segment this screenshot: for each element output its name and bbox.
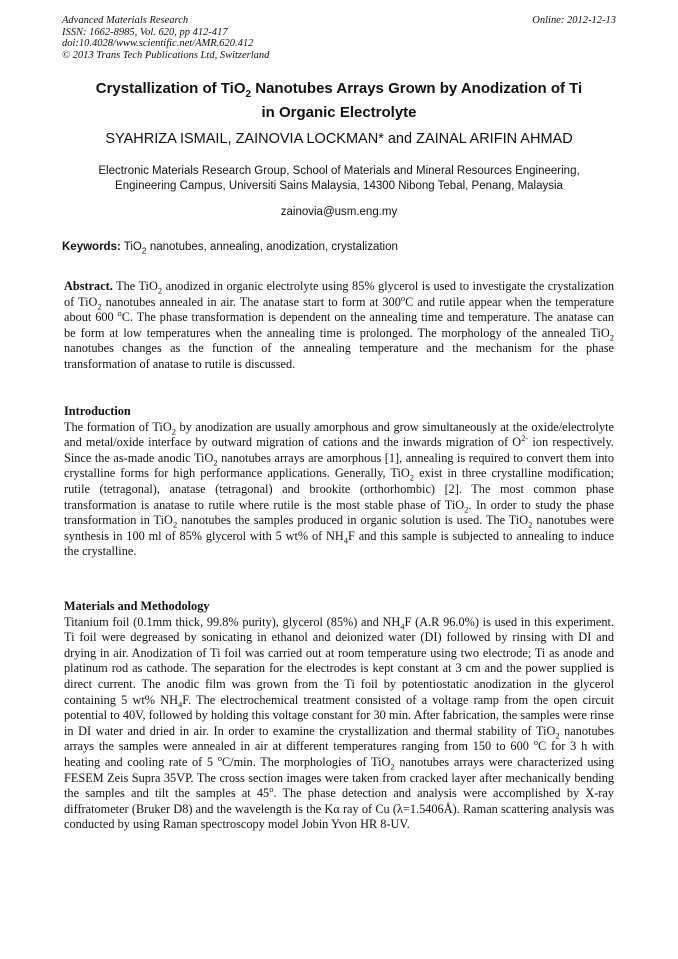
issn: ISSN: 1662-8985, Vol. 620, pp 412-417 xyxy=(62,26,228,38)
keywords-subscript: 2 xyxy=(141,245,147,256)
abstract-text: nanotubes changes as the function of the annealing temperature and the mechanism for the phase transformation of anatase to rutile is discussed. xyxy=(64,341,614,371)
online-date: Online: 2012-12-13 xyxy=(532,15,616,26)
methods-text: nanotubes arrays the samples were annealed in air at different temperatures ranging from 150 to 600 xyxy=(64,723,614,754)
methods-text: nanotubes arrays were characterized using FESEM Zeis Supra 35VP. The cross section images were taken from cracked layer after mechanically bending the samples and tilt the samples at 45 xyxy=(64,754,614,801)
introduction-heading: Introduction xyxy=(64,404,131,418)
abstract-sub: 2 xyxy=(97,301,102,312)
methods-sub: 4 xyxy=(177,699,183,710)
intro-text: nanotubes were synthesis in 100 ml of 85% glycerol with 5 wt% of NH xyxy=(64,513,614,543)
affiliation xyxy=(62,164,616,194)
intro-text: by anodization are usually amorphous and grow simultaneously at the oxide/electrolyte and metal/oxide interface by outward migration of cations and the inwards migration of O xyxy=(64,419,614,450)
intro-sub: 4 xyxy=(343,535,349,546)
abstract-text: The TiO xyxy=(112,279,158,293)
methods-text: F (A.R 96.0%) is used in this experiment. Ti foil were degreased by sonicating in ethanol and deionized water (DI) followed by rinsing with DI and drying in air. Anodization of Ti foil was carried out at room temperature using two electrode; Ti as anode and platinum rod as cathode. The separation for the electrodes is kept constant at 3 cm and the power supplied is direct current. The anodic film was grown from the Ti foil by potentiostatic anodization in the glycerol containing 5 wt% NH xyxy=(64,614,614,707)
intro-text: . In order to study the phase transformation in TiO xyxy=(64,497,614,528)
affiliation-line2: Engineering Campus, Universiti Sains Malaysia, 14300 Nibong Tebal, Penang, Malaysia xyxy=(115,180,563,192)
intro-sub: 2 xyxy=(409,472,415,483)
methods-text: . The phase detection and analysis were accomplished by X-ray diffratometer (Bruker D8) and the wavelength is the Kα ray of Cu (λ=1.5406Å). Raman scattering analysis was conducted by using Raman spectroscopy model Jobin Yvon HR 8-UV. xyxy=(64,786,614,832)
intro-text: nanotubes the samples produced in organic solution is used. The TiO xyxy=(177,513,529,528)
methods-sup: o xyxy=(269,784,274,795)
methods-text: Titanium foil (0.1mm thick, 99.8% purity), glycerol (85%) and NH xyxy=(64,614,401,629)
abstract xyxy=(64,279,614,373)
author-email[interactable]: zainovia@usm.eng.my xyxy=(280,206,398,218)
keywords-text: TiO xyxy=(120,241,142,253)
keywords-text-cont: nanotubes, annealing, anodization, crystalization xyxy=(146,241,398,253)
intro-sub: 2 xyxy=(172,519,178,530)
abstract-text: anodized in organic electrolyte using 85% glycerol is used to investigate the crystalization of TiO xyxy=(64,279,614,309)
methods-heading: Materials and Methodology xyxy=(64,599,210,613)
intro-text: The formation of TiO xyxy=(64,419,172,434)
abstract-text: nanotubes annealed in air. The anatase start to form at 300 xyxy=(101,294,401,309)
intro-text: nanotubes arrays are amorphous [1], annealing is required to convert them into crystalline forms for high performance applications. Generally, TiO xyxy=(64,450,614,481)
methods-text: C for 3 h with heating and cooling rate of 5 xyxy=(64,739,615,769)
running-header xyxy=(62,15,616,61)
introduction-section xyxy=(64,404,614,560)
intro-text: exist in three crystalline modification; rutile (tetragonal), anatase (tetragonal) and brookite (orthorhombic) [2]. The most common phase transformation is anatase to rutile where rutile is the most stable phase of TiO xyxy=(64,466,614,512)
methods-sup: o xyxy=(533,737,538,748)
paper-title xyxy=(62,80,616,122)
title-line2: in Organic Electrolyte xyxy=(261,104,417,121)
abstract-sub: 2 xyxy=(609,332,614,343)
intro-text: ion respectively. Since the as-made anodic TiO xyxy=(64,435,615,465)
abstract-text: C. The phase transformation is dependent on the annealing time and temperature. The anatase can be form at low temperatures when the annealing time is prolonged. The morphology of the annealed TiO xyxy=(64,310,614,340)
abstract-text: C and rutile appear when the temperature about 600 xyxy=(64,294,614,325)
title-text-cont: Nanotubes Arrays Grown by Anodization of Ti xyxy=(251,80,583,97)
intro-text: F and this sample is subjected to annealing to induce the crystalline. xyxy=(64,528,614,559)
abstract-sub: 2 xyxy=(157,285,163,296)
affiliation-line1: Electronic Materials Research Group, School of Materials and Mineral Resources Engineering, xyxy=(98,165,580,177)
intro-sub: 2 xyxy=(528,519,533,530)
keywords xyxy=(62,241,616,255)
methods-sub: 4 xyxy=(400,621,405,632)
copyright: © 2013 Trans Tech Publications Ltd, Switzerland xyxy=(62,49,270,61)
authors: SYAHRIZA ISMAIL, ZAINOVIA LOCKMAN* and ZAINAL ARIFIN AHMAD xyxy=(105,131,573,147)
intro-sub: 2 xyxy=(464,504,469,515)
abstract-label: Abstract. xyxy=(64,279,113,293)
intro-sub: 2 xyxy=(213,457,218,468)
title-text: Crystallization of TiO xyxy=(95,80,246,97)
doi: doi:10.4028/www.scientific.net/AMR.620.412 xyxy=(62,38,254,49)
abstract-sup: o xyxy=(400,292,406,303)
abstract-sup: o xyxy=(117,308,122,319)
methods-sub: 2 xyxy=(390,761,395,772)
methods-text: C/min. The morphologies of TiO xyxy=(221,754,391,769)
methods-section xyxy=(64,599,614,833)
title-subscript: 2 xyxy=(245,89,252,100)
methods-sub: 2 xyxy=(555,730,560,741)
methods-text: F. The electrochemical treatment consisted of a voltage ramp from the open circuit potential to 40V, followed by holding this voltage constant for 30 min. After fabrication, the samples were rinse in DI water and dried in air. In order to examine the crystallization and thermal stability of TiO xyxy=(64,692,614,738)
journal-name: Advanced Materials Research xyxy=(62,15,189,26)
keywords-label: Keywords: xyxy=(62,241,121,253)
methods-sup: o xyxy=(217,752,222,763)
intro-sup: 2- xyxy=(521,433,529,444)
intro-sub: 2 xyxy=(171,426,176,437)
